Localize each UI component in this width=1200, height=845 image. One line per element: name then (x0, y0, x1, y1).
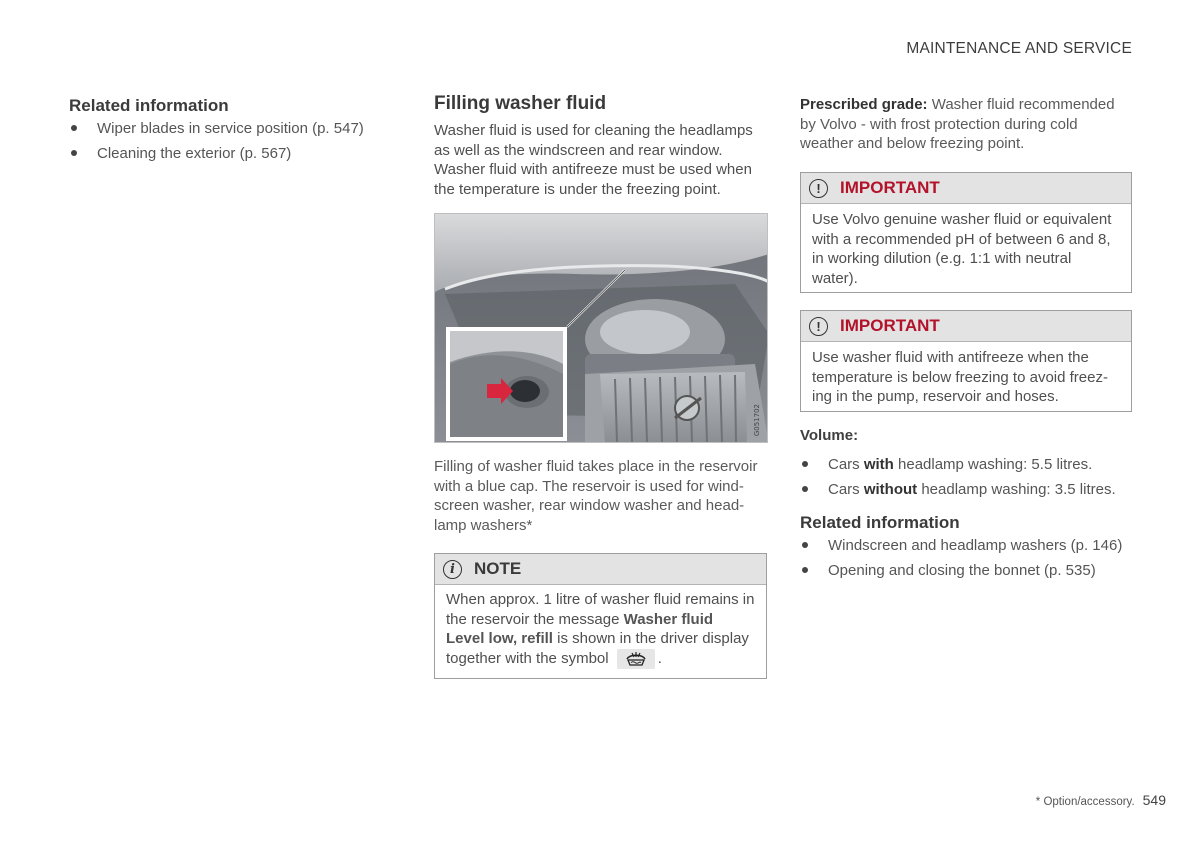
related-list (69, 119, 389, 163)
related-info-right (800, 513, 1134, 586)
intro-paragraph: Washer fluid is used for cleaning the headlamps as well as the windscreen and rear window. Washer fluid with antifreeze must be used when the temperature is under the freezing point. (434, 122, 753, 198)
grade-text: Washer fluid recommended by Volvo - with frost protection during cold weather and below freezing point. (800, 96, 1115, 152)
volume-section (800, 427, 1134, 505)
list-item: Cars without headlamp washing: 3.5 litres. (800, 480, 1134, 499)
important-box-1 (800, 172, 1132, 293)
footnote: * Option/accessory. (1035, 796, 1135, 808)
figure-caption: Filling of washer fluid takes place in the reservoir with a blue cap. The reservoir is used for wind-screen washer, rear window washer and head-lamp washers* (434, 458, 758, 534)
related-info-left (69, 96, 389, 169)
engine-bay-illustration (434, 213, 768, 443)
page-number: 549 (1142, 792, 1166, 808)
important-header (801, 311, 1131, 342)
section-header: MAINTENANCE AND SERVICE (906, 40, 1132, 57)
page-title: Filling washer fluid (434, 93, 607, 114)
filling-section (434, 93, 768, 199)
note-box (434, 553, 767, 679)
list-item[interactable]: Wiper blades in service position (p. 547) (69, 119, 389, 138)
page-footer (1036, 792, 1166, 808)
exclamation-icon: ! (809, 179, 828, 198)
engine-bay-drawing (435, 214, 768, 443)
washer-fluid-symbol-icon (617, 649, 655, 669)
note-body: When approx. 1 litre of washer fluid remains in the reservoir the message Washer fluid Level low, refill is shown in the driver display together with the symbol . (435, 585, 766, 677)
related-info-title: Related information (69, 96, 229, 115)
related-list (800, 536, 1134, 580)
exclamation-icon: ! (809, 317, 828, 336)
important-header (801, 173, 1131, 204)
important-body: Use washer fluid with antifreeze when the temperature is below freezing to avoid freez-ing in the pump, reservoir and hoses. (812, 349, 1108, 405)
important-heading: IMPORTANT (840, 178, 940, 197)
related-info-title: Related information (800, 513, 960, 532)
important-box-2 (800, 310, 1132, 412)
volume-list (800, 455, 1134, 499)
volume-label: Volume: (800, 427, 859, 444)
list-item[interactable]: Cleaning the exterior (p. 567) (69, 144, 389, 163)
note-header (435, 554, 766, 585)
list-item[interactable]: Opening and closing the bonnet (p. 535) (800, 561, 1134, 580)
grade-label: Prescribed grade: (800, 96, 928, 113)
washer-message: Washer fluid Level low, refill (446, 610, 714, 647)
list-item[interactable]: Windscreen and headlamp washers (p. 146) (800, 536, 1134, 555)
info-icon: i (443, 560, 462, 579)
grade-section (800, 95, 1132, 154)
important-heading: IMPORTANT (840, 316, 940, 335)
important-body: Use Volvo genuine washer fluid or equivalent with a recommended pH of between 6 and 8, in working dilution (e.g. 1:1 with neutral water). (812, 211, 1112, 287)
list-item: Cars with headlamp washing: 5.5 litres. (800, 455, 1134, 474)
figure-code: G051702 (753, 404, 761, 437)
note-heading: NOTE (474, 559, 522, 578)
